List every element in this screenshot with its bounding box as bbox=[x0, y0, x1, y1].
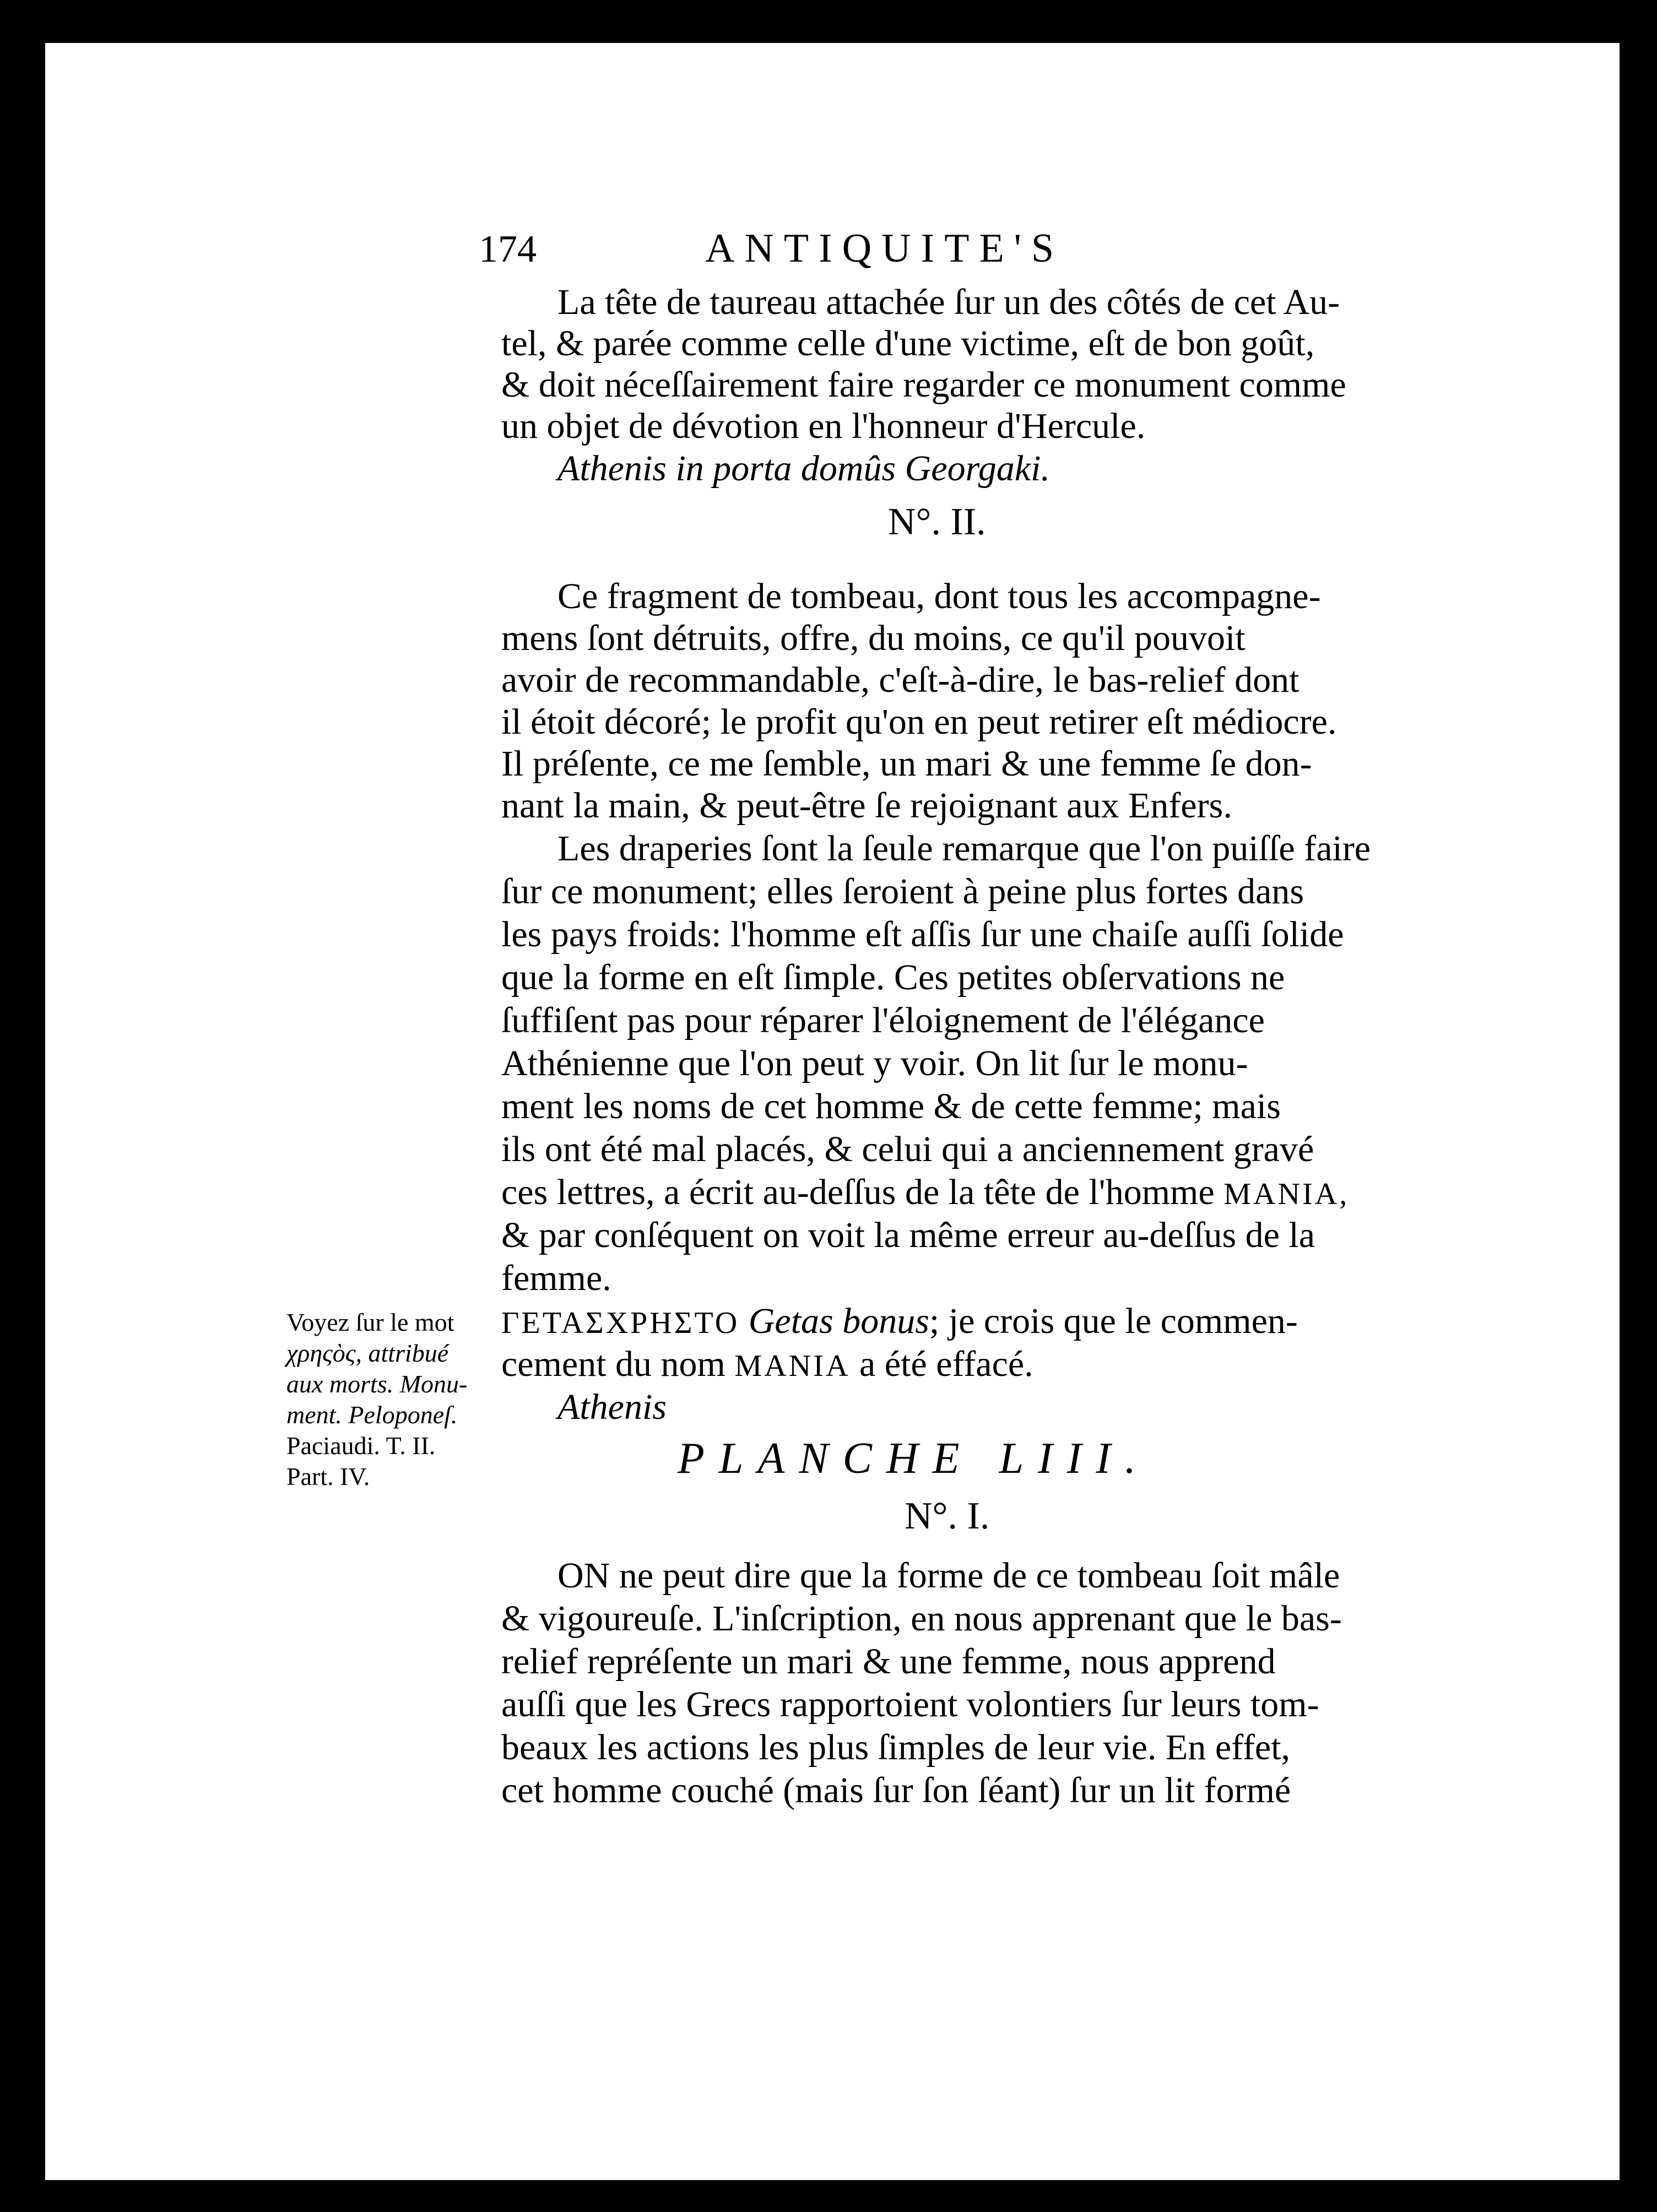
text-line: avoir de recommandable, c'eſt-à-dire, le bas-relief dont bbox=[501, 660, 1299, 700]
margin-note-line: aux morts. Monu- bbox=[286, 1370, 468, 1398]
text-line: Il préſente, ce me ſemble, un mari & une femme ſe don- bbox=[501, 744, 1312, 784]
text-line: beaux les actions les plus ſimples de leur vie. En effet, bbox=[501, 1727, 1291, 1768]
text-line: & par conſéquent on voit la même erreur au-deſſus de la bbox=[501, 1215, 1315, 1255]
text-line: cet homme couché (mais ſur ſon ſéant) ſur un lit formé bbox=[501, 1770, 1291, 1810]
text-line: Les draperies ſont la ſeule remarque que l'on puiſſe faire bbox=[557, 828, 1371, 869]
text-line: ſuffiſent pas pour réparer l'éloignement de l'élégance bbox=[501, 1000, 1265, 1040]
section-number: N°. II. bbox=[888, 501, 986, 543]
margin-note-line: χρηςὸς, attribué bbox=[286, 1339, 449, 1367]
text-line bbox=[501, 1174, 1349, 1211]
text-line: femme. bbox=[501, 1258, 611, 1298]
text-line: que la forme en eſt ſimple. Ces petites obſervations ne bbox=[501, 957, 1285, 997]
text-line: ſur ce monument; elles ſeroient à peine plus fortes dans bbox=[501, 871, 1304, 912]
plate-heading: PLANCHE LIII. bbox=[678, 1434, 1150, 1483]
greek-name-mania: MANIA bbox=[734, 1349, 851, 1383]
text-line: il étoit décoré; le profit qu'on en peut retirer eſt médiocre. bbox=[501, 702, 1337, 742]
text-line: & vigoureuſe. L'inſcription, en nous apprenant que le bas- bbox=[501, 1598, 1342, 1639]
text-line: mens ſont détruits, offre, du moins, ce qu'il pouvoit bbox=[501, 618, 1246, 658]
page-number: 174 bbox=[479, 228, 537, 270]
location-caption: Athenis bbox=[557, 1387, 667, 1427]
text-line: ON ne peut dire que la forme de ce tombeau ſoit mâle bbox=[557, 1555, 1340, 1596]
text-line: auſſi que les Grecs rapportoient volontiers ſur leurs tom- bbox=[501, 1684, 1319, 1725]
greek-inscription: ΓΕΤΑΣΧΡΗΣΤΟ bbox=[501, 1306, 740, 1340]
greek-name-mania: MANIA, bbox=[1223, 1177, 1350, 1211]
text-line: La tête de taureau attachée ſur un des côtés de cet Au- bbox=[557, 282, 1340, 322]
text-line: un objet de dévotion en l'honneur d'Hercule. bbox=[501, 406, 1146, 446]
text-line: & doit néceſſairement faire regarder ce monument comme bbox=[501, 365, 1346, 405]
text-line bbox=[501, 1346, 1033, 1382]
running-head: ANTIQUITE'S bbox=[705, 226, 1064, 271]
text-line: nant la main, & peut-être ſe rejoignant aux Enfers. bbox=[501, 785, 1232, 826]
text-segment: ; je crois que le commen- bbox=[929, 1301, 1298, 1341]
text-line: Athénienne que l'on peut y voir. On lit ſur le monu- bbox=[501, 1043, 1248, 1083]
margin-note-line: ment. Peloponeſ. bbox=[286, 1401, 458, 1429]
latin-translation: Getas bonus bbox=[748, 1301, 929, 1341]
location-caption: Athenis in porta domûs Georgaki. bbox=[557, 448, 1050, 489]
text-segment: cement du nom bbox=[501, 1344, 725, 1384]
text-line: ment les noms de cet homme & de cette femme; mais bbox=[501, 1086, 1281, 1126]
section-number: N°. I. bbox=[905, 1495, 990, 1537]
text-line: tel, & parée comme celle d'une victime, eſt de bon goût, bbox=[501, 323, 1315, 364]
margin-note-line: Part. IV. bbox=[286, 1462, 370, 1490]
inscription-line bbox=[501, 1303, 1298, 1340]
text-line: les pays froids: l'homme eſt aſſis ſur une chaiſe auſſi ſolide bbox=[501, 914, 1344, 955]
text-line: relief repréſente un mari & une femme, nous apprend bbox=[501, 1641, 1276, 1682]
book-page bbox=[45, 43, 1620, 2180]
margin-note-line: Paciaudi. T. II. bbox=[286, 1432, 436, 1460]
text-line: ils ont été mal placés, & celui qui a anciennement gravé bbox=[501, 1129, 1314, 1169]
text-segment: ces lettres, a écrit au-deſſus de la tête de l'homme bbox=[501, 1172, 1215, 1212]
margin-note-line: Voyez ſur le mot bbox=[286, 1308, 454, 1336]
text-segment: a été effacé. bbox=[859, 1344, 1033, 1384]
text-line: Ce fragment de tombeau, dont tous les accompagne- bbox=[557, 576, 1321, 616]
